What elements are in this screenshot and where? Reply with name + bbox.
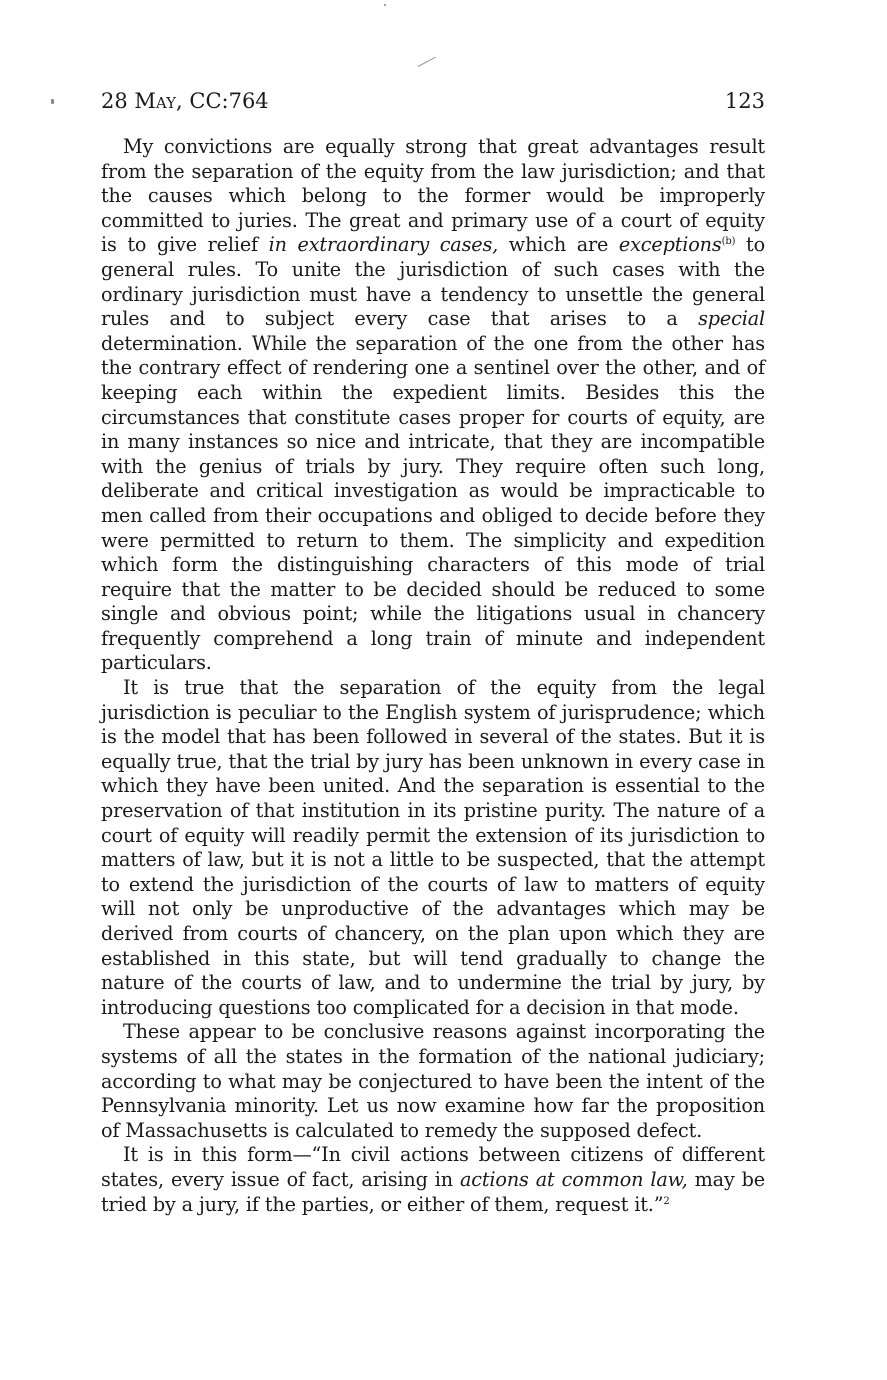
text-run: It is true that the separation of the equity from the legal jurisdiction is peculiar to the English system of jurisprudence; which is the model that has been followed in several of the states. But it is equally true, that the trial by jury has been unknown in every case in which they have been united. And the separation is essential to the preservation of that institution in its pristine purity. The nature of a court of equity will readily permit the extension of its jurisdiction to matters of law, but it is not a little to be suspected, that the attempt to extend the jurisdiction of the courts of law to matters of equity will not only be unproductive of the advantages which may be derived from courts of chancery, on the plan upon which they are established in this state, but will tend gradually to change the nature of the courts of law, and to undermine the trial by jury, by introducing questions too complicated for a decision in that mode. xyxy=(101,676,765,1019)
text-run: These appear to be conclusive reasons against incorporating the systems of all the states in the formation of the national judiciary; according to what may be conjectured to have been the intent of the Pennsylvania minority. Let us now examine how far the proposition of Massachusetts is calculated to remedy the supposed defect. xyxy=(101,1020,765,1142)
paragraph xyxy=(101,1143,765,1217)
text-run: to general rules. To unite the jurisdiction of such cases with the ordinary jurisdiction must have a tendency to unsettle the general rules and to subject every case that arises to a xyxy=(101,233,765,331)
text-run: which are xyxy=(498,233,619,257)
text-run: My convictions are equally strong that great advantages result from the separation of the equity from the law jurisdiction; and that the causes which belong to the former would be improperly committed to juries. The great and primary use of a court of equity is to give relief xyxy=(101,135,765,257)
footnote-marker: 2 xyxy=(663,1195,670,1207)
paragraph xyxy=(101,135,765,676)
running-head xyxy=(101,86,765,116)
body-text xyxy=(101,135,765,1217)
paragraph xyxy=(101,1020,765,1143)
scan-speck xyxy=(384,4,386,6)
paragraph xyxy=(101,676,765,1020)
text-run: determination. While the separation of the one from the other has the contrary effect of rendering one a sentinel over the other, and of keeping each within the expedient limits. Besides this the circumstances that constitute cases proper for courts of equity, are in many instances so nice and intricate, that they are incompatible with the genius of trials by jury. They require often such long, deliberate and critical investigation as would be impracticable to men called from their occupations and obliged to decide before they were permitted to return to them. The simplicity and expedition which form the distinguishing characters of this mode of trial require that the matter to be decided should be reduced to some single and obvious point; while the litigations usual in chancery frequently comprehend a long train of minute and independent particulars. xyxy=(101,331,765,675)
italic-text: exceptions xyxy=(618,233,722,257)
text-run: It is in this form—“In civil actions between citizens of different states, every issue of fact, arising in xyxy=(101,1143,765,1191)
running-head-title: 28 May, CC:764 xyxy=(101,89,269,113)
italic-text: actions at common law, xyxy=(459,1167,688,1191)
italic-text: in extraordinary cases, xyxy=(268,233,499,257)
italic-text: special xyxy=(698,307,765,331)
scan-speck xyxy=(51,99,54,104)
text-run: may be tried by a jury, if the parties, or either of them, request it.” xyxy=(101,1167,765,1216)
footnote-marker: (b) xyxy=(721,236,736,248)
scan-mark xyxy=(418,57,436,67)
page-number: 123 xyxy=(724,89,765,113)
